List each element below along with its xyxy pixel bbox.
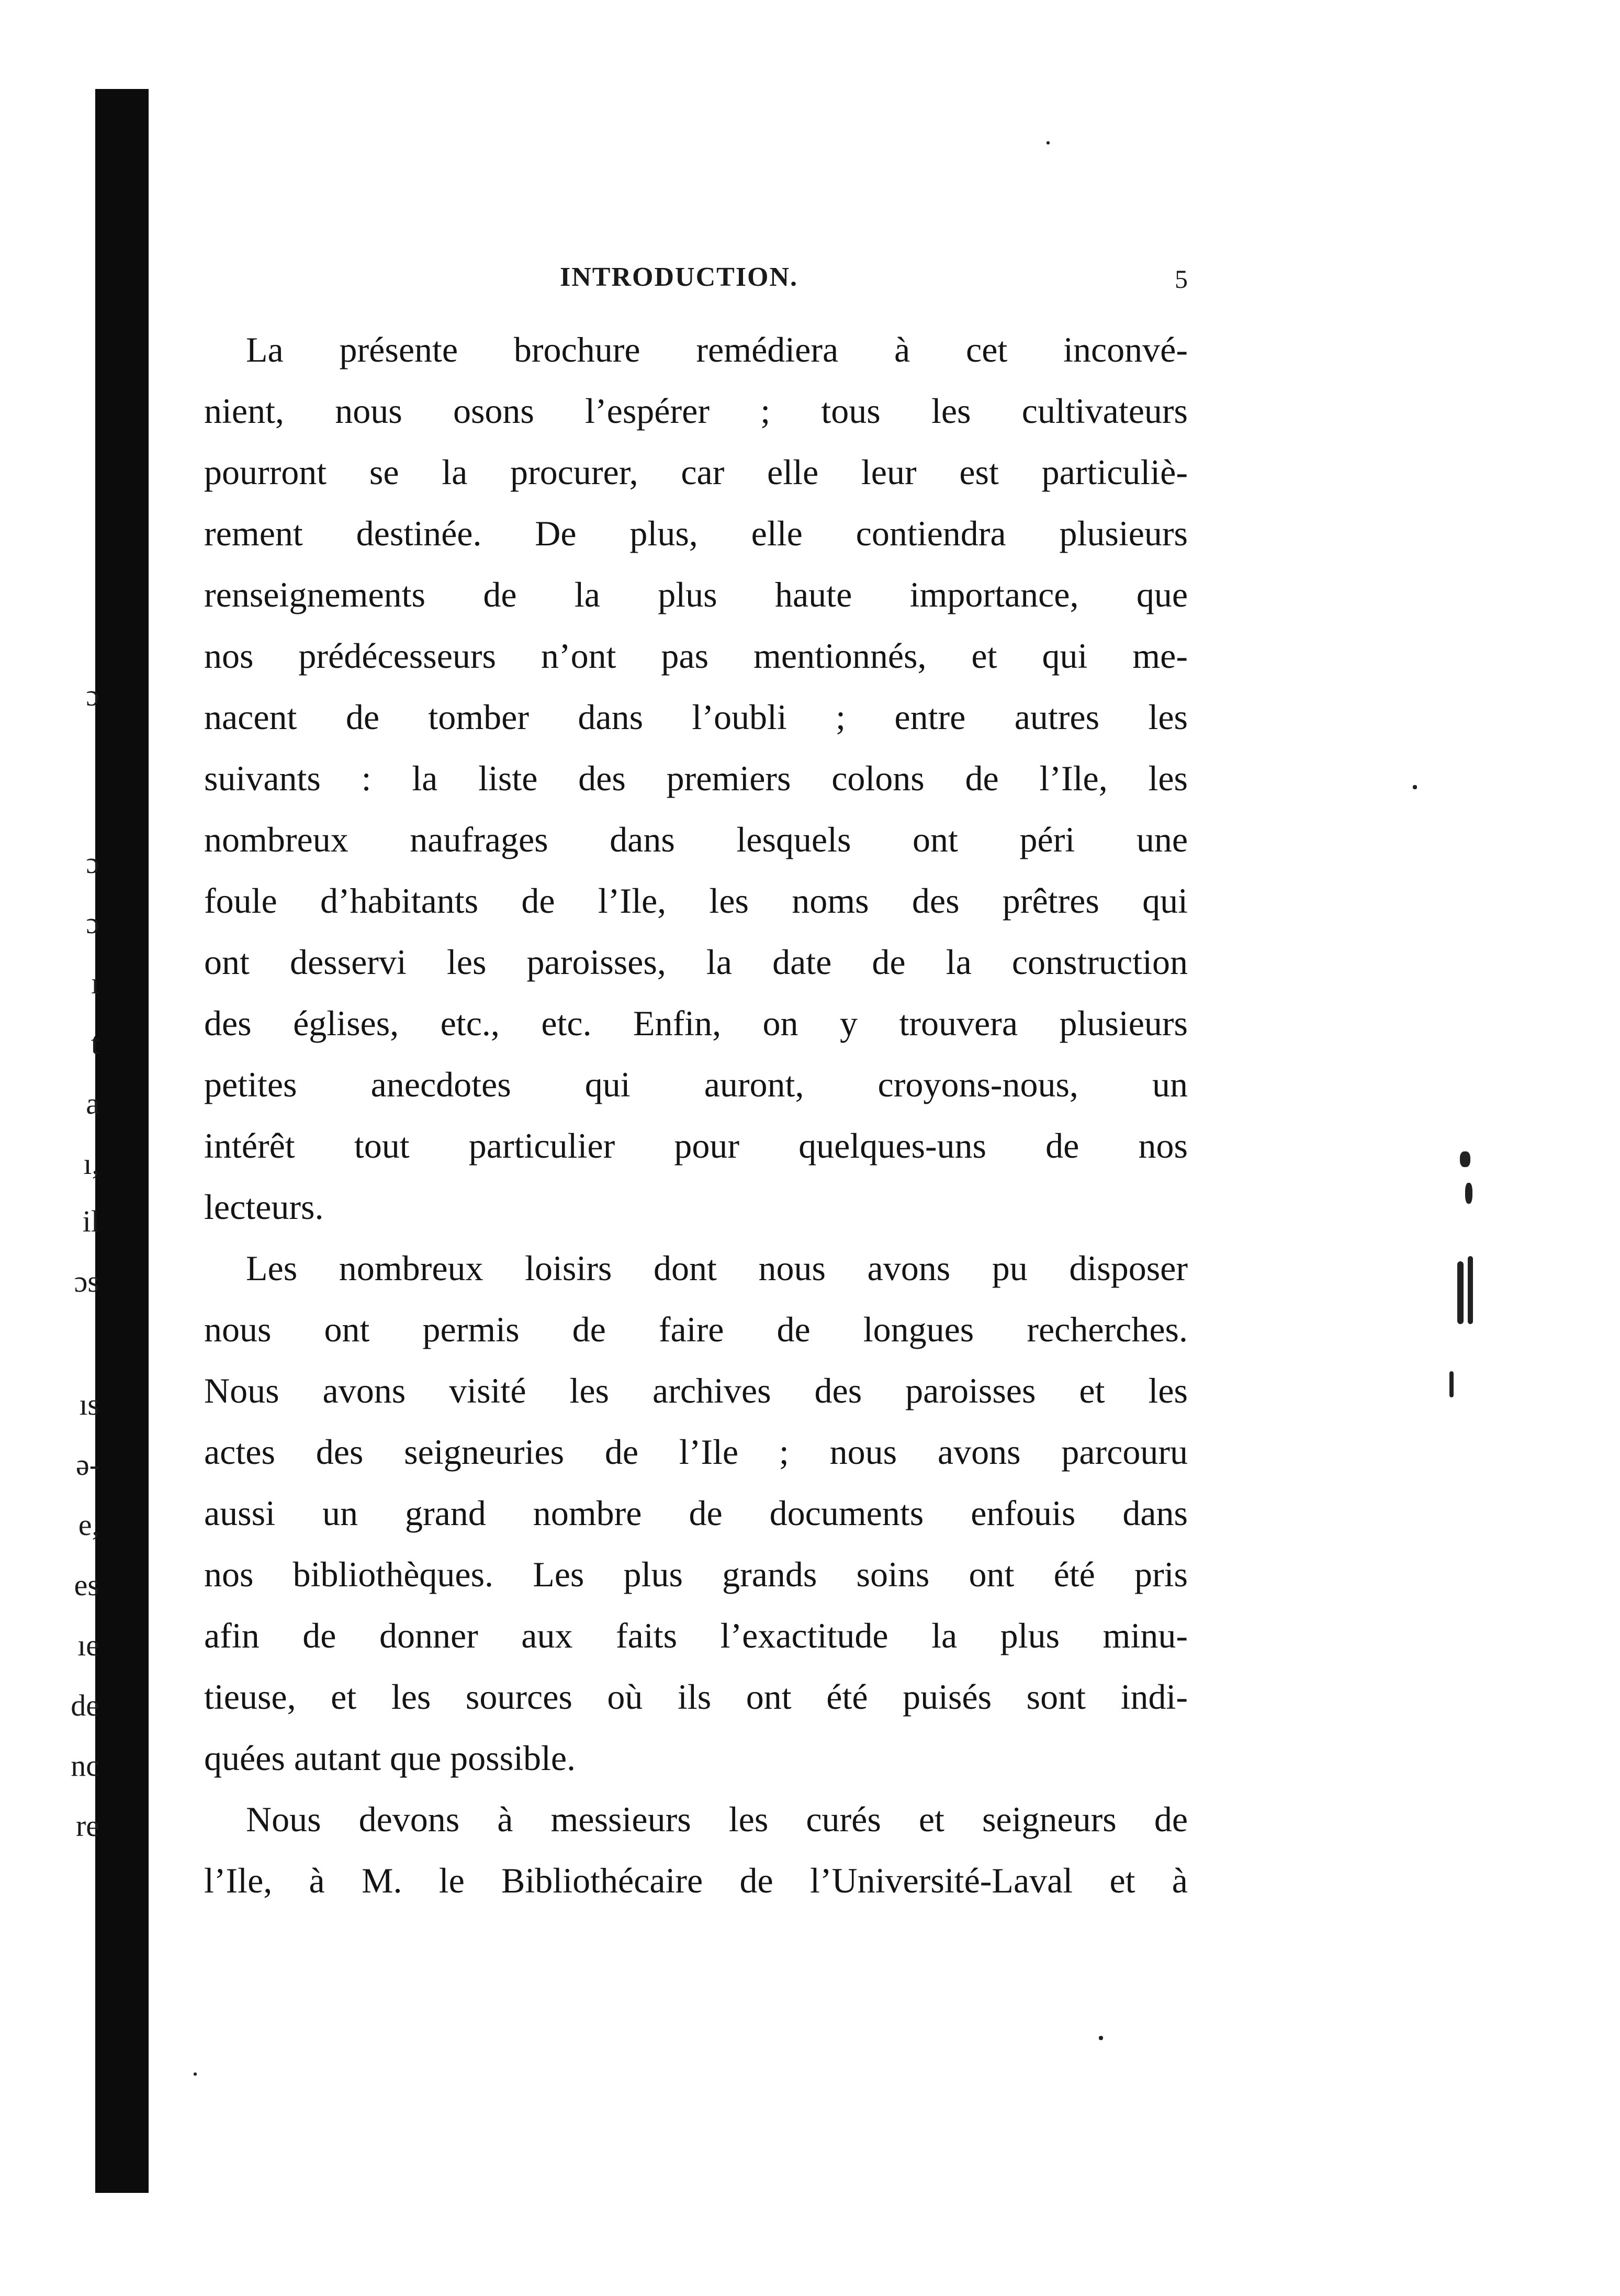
text-line: Les nombreux loisirs dont nous avons pu disposer [246, 1248, 1188, 1288]
text-line: La présente brochure remédiera à cet inconvé- [246, 330, 1188, 369]
text-line: pourront se la procurer, car elle leur est particuliè- [204, 452, 1188, 492]
binding-shadow [95, 89, 149, 2193]
text-line: Nous devons à messieurs les curés et seigneurs de [246, 1799, 1188, 1839]
bleed-fragment: nc [71, 1749, 99, 1783]
bleed-fragment: ıe [77, 1628, 99, 1662]
text-line: nous ont permis de faire de longues recherches. [204, 1309, 1188, 1349]
scan-speck [1465, 1183, 1472, 1204]
bleed-fragment: ɔ [86, 906, 99, 940]
bleed-fragment: ə- [75, 1448, 99, 1482]
text-line: suivants : la liste des premiers colons de l’Ile, les [204, 758, 1188, 798]
text-line: lecteurs. [204, 1187, 324, 1227]
text-line: nacent de tomber dans l’oubli ; entre autres les [204, 697, 1188, 737]
text-line: Nous avons visité les archives des paroisses et les [204, 1371, 1188, 1410]
scan-speck [1099, 2036, 1103, 2040]
bleed-fragment: ı, [83, 1147, 99, 1181]
bleed-fragment: ı [91, 966, 99, 1000]
running-header [204, 262, 1188, 304]
text-line: l’Ile, à M. le Bibliothécaire de l’Université-Laval et à [204, 1861, 1188, 1900]
text-line: renseignements de la plus haute importance, que [204, 575, 1188, 614]
text-line: aussi un grand nombre de documents enfouis dans [204, 1493, 1188, 1533]
text-line: tieuse, et les sources où ils ont été puisés sont indi- [204, 1677, 1188, 1717]
text-line: ont desservi les paroisses, la date de la construction [204, 942, 1188, 982]
text-line: rement destinée. De plus, elle contiendra plusieurs [204, 513, 1188, 553]
bleed-fragment: il [82, 1204, 99, 1238]
bleed-fragment: de [71, 1688, 99, 1722]
scan-speck [1468, 1256, 1473, 1324]
text-line: intérêt tout particulier pour quelques-uns de nos [204, 1126, 1188, 1166]
paragraph [204, 1789, 1188, 1911]
text-line: nombreux naufrages dans lesquels ont péri une [204, 820, 1188, 859]
bleed-fragment: ıs [79, 1387, 99, 1421]
text-line: nos bibliothèques. Les plus grands soins ont été pris [204, 1554, 1188, 1594]
bleed-fragment: ɔ [86, 846, 99, 880]
scan-speck [1047, 141, 1050, 144]
text-line: quées autant que possible. [204, 1738, 576, 1778]
paragraph [204, 319, 1188, 1238]
bleed-fragment: ɔs [74, 1264, 99, 1298]
text-line: des églises, etc., etc. Enfin, on y trouvera plusieurs [204, 1003, 1188, 1043]
bleed-fragment: a [86, 1087, 99, 1121]
scan-speck [1449, 1371, 1454, 1397]
page-number: 5 [1175, 264, 1188, 294]
text-line: petites anecdotes qui auront, croyons-nous, un [204, 1065, 1188, 1104]
bleed-fragment: es [74, 1568, 99, 1602]
scan-speck [194, 2073, 197, 2076]
scan-speck [1457, 1261, 1464, 1324]
text-line: actes des seigneuries de l’Ile ; nous avons parcouru [204, 1432, 1188, 1472]
running-title: INTRODUCTION. [560, 262, 798, 292]
text-line: nient, nous osons l’espérer ; tous les cultivateurs [204, 391, 1188, 431]
body-text [204, 319, 1188, 1911]
scan-speck [1413, 785, 1417, 789]
bleed-fragment: t [91, 1026, 99, 1060]
bleed-fragment: e, [78, 1508, 99, 1542]
text-line: nos prédécesseurs n’ont pas mentionnés, et qui me- [204, 636, 1188, 676]
bleed-fragment: re [75, 1809, 99, 1843]
text-line: afin de donner aux faits l’exactitude la plus minu- [204, 1616, 1188, 1655]
bleed-fragment: ɔ [86, 678, 99, 712]
scan-speck [1460, 1151, 1470, 1167]
facing-page-bleed [31, 0, 99, 2296]
paragraph [204, 1238, 1188, 1789]
text-line: foule d’habitants de l’Ile, les noms des prêtres qui [204, 881, 1188, 921]
